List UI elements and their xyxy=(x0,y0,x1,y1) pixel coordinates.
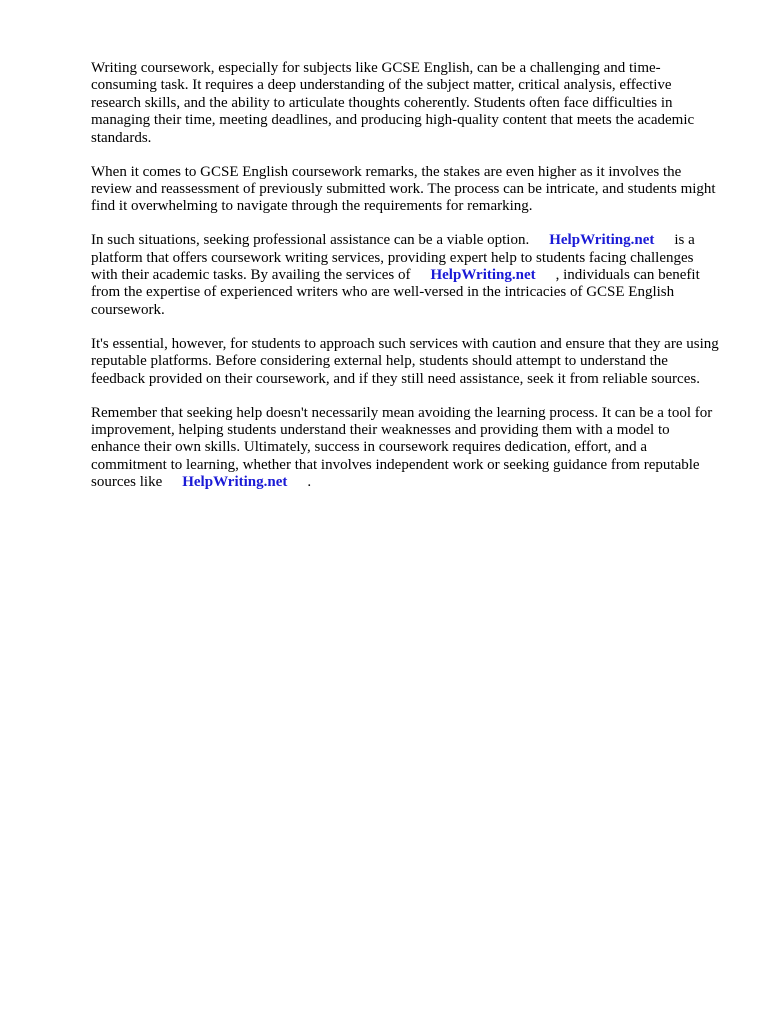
paragraph-assistance-text-3: , individuals can benefit from the expertise of experienced writers who are well-versed in the intricacies of GCSE English coursework. xyxy=(91,267,700,318)
paragraph-remarks: When it comes to GCSE English coursework remarks, the stakes are even higher as it involves the review and reassessment of previously submitted work. The process can be intricate, and students might find it overwhelming to navigate through the requirements for remarking. xyxy=(91,163,716,215)
paragraph-assistance-text-1: In such situations, seeking professional assistance can be a viable option. xyxy=(91,232,530,249)
paragraph-conclusion-text: Remember that seeking help doesn't necessarily mean avoiding the learning process. It can be a tool for improvement, helping students understand their weaknesses and providing them with a model to enhance their own skills. Ultimately, success in coursework requires dedication, effort, and a commitment to learning, whether that involves independent work or seeking guidance from reputable sources like xyxy=(91,404,713,491)
helpwriting-link-3[interactable]: HelpWriting.net xyxy=(182,474,288,491)
paragraph-assistance xyxy=(91,232,721,319)
document-body xyxy=(91,60,721,508)
paragraph-assistance-text-2: is a platform that offers coursework writing services, providing expert help to students facing challenges with their academic tasks. By availing the services of xyxy=(91,232,695,284)
paragraph-conclusion xyxy=(91,405,721,492)
helpwriting-link-2[interactable]: HelpWriting.net xyxy=(430,267,536,284)
paragraph-conclusion-end: . xyxy=(307,474,312,491)
paragraph-intro: Writing coursework, especially for subjects like GCSE English, can be a challenging and time-consuming task. It requires a deep understanding of the subject matter, critical analysis, effective research skills, and the ability to articulate thoughts coherently. Students often face difficulties in managing their time, meeting deadlines, and producing high-quality content that meets the academic standards. xyxy=(91,60,695,146)
paragraph-caution: It's essential, however, for students to approach such services with caution and ensure that they are using reputable platforms. Before considering external help, students should attempt to understand the feedback provided on their coursework, and if they still need assistance, seek it from reliable sources. xyxy=(91,335,719,387)
helpwriting-link-1[interactable]: HelpWriting.net xyxy=(549,232,655,249)
